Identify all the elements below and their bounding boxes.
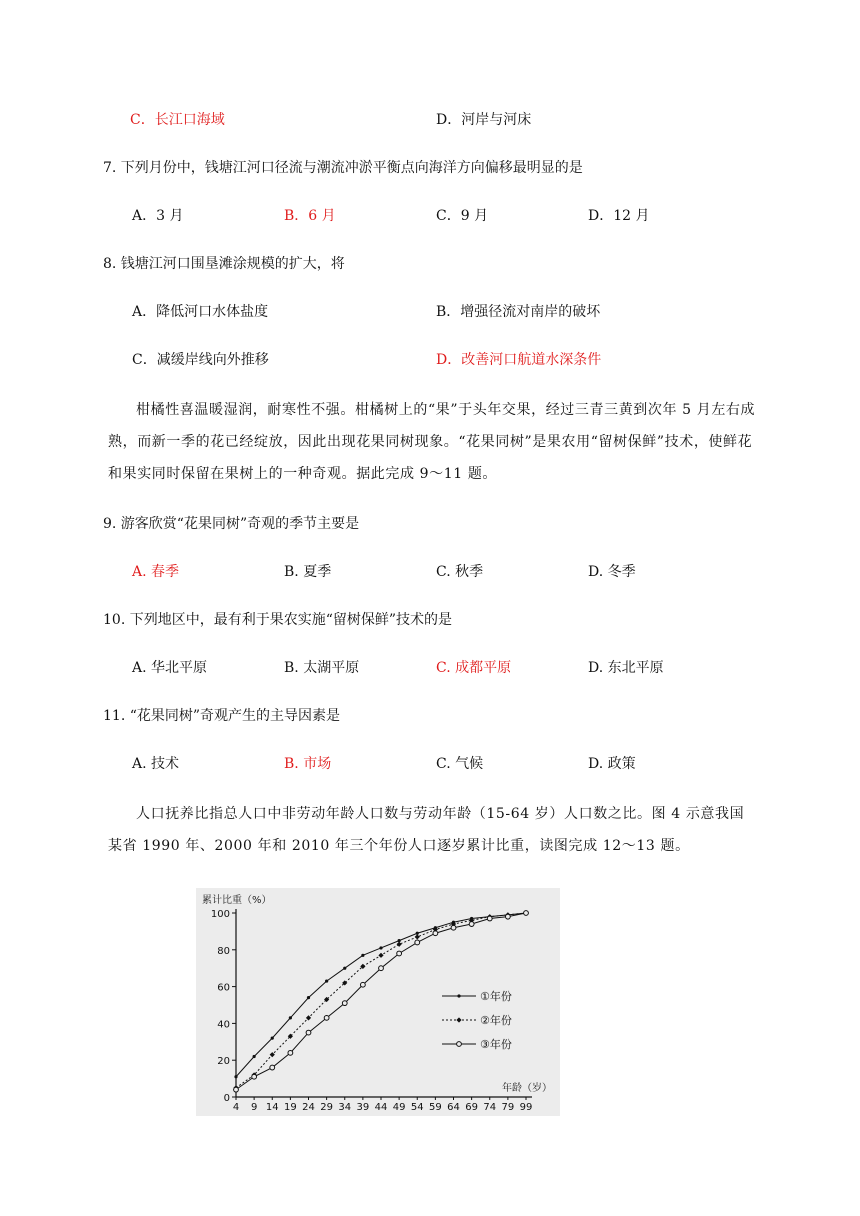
legend-label-3: ③年份 (480, 1038, 512, 1051)
series-3-point (433, 931, 438, 936)
q8-option-b: B．增强径流对南岸的破坏 (436, 304, 601, 320)
q7-option-c: C．9 月 (436, 208, 489, 224)
series-3-point (469, 922, 474, 927)
q8-option-d: D．改善河口航道水深条件 (436, 352, 602, 368)
q11-option-a: A. 技术 (132, 756, 180, 772)
q10-option-b: B. 太湖平原 (284, 660, 360, 676)
q8-option-c: C．减缓岸线向外推移 (132, 352, 269, 368)
series-3-point (451, 925, 456, 930)
y-tick-label: 0 (223, 1093, 230, 1104)
y-tick-label: 100 (210, 909, 230, 920)
q9-option-d: D. 冬季 (588, 564, 636, 580)
series-1-point (343, 967, 346, 970)
q11-option-d: D. 政策 (588, 756, 636, 772)
q10-option-d: D. 东北平原 (588, 660, 664, 676)
x-tick-label: 24 (302, 1102, 315, 1113)
series-3-point (234, 1087, 239, 1092)
q8-option-a: A．降低河口水体盐度 (132, 304, 269, 320)
q6-option-c: C．长江口海域 (130, 112, 225, 128)
series-3-point (252, 1074, 257, 1079)
series-1-point (234, 1075, 237, 1078)
series-2-point (306, 1015, 311, 1020)
series-1-point (325, 979, 328, 982)
series-3-point (270, 1065, 275, 1070)
legend-label-1: ①年份 (480, 990, 512, 1003)
series-2-point (270, 1052, 275, 1057)
q7-option-b: B．6 月 (284, 208, 336, 224)
q11-stem: 11. “花果同树”奇观产生的主导因素是 (103, 708, 341, 724)
series-3-point (342, 1001, 347, 1006)
x-tick-label: 49 (392, 1102, 406, 1113)
q7-option-a: A．3 月 (132, 208, 184, 224)
x-tick-label: 39 (356, 1102, 370, 1113)
q9-option-b: B. 夏季 (284, 564, 332, 580)
x-tick-label: 14 (265, 1102, 279, 1113)
x-tick-label: 44 (374, 1102, 388, 1113)
x-tick-label: 59 (429, 1102, 442, 1113)
series-1-point (379, 946, 382, 949)
legend-label-2: ②年份 (480, 1014, 512, 1027)
series-3-point (415, 940, 420, 945)
q10-option-a: A. 华北平原 (132, 660, 208, 676)
q7-stem: 7. 下列月份中，钱塘江河口径流与潮流冲淤平衡点向海洋方向偏移最明显的是 (103, 160, 583, 176)
series-3-point (524, 911, 529, 916)
x-tick-label: 99 (519, 1102, 533, 1113)
cumulative-population-chart (196, 888, 560, 1116)
q6-option-d: D．河岸与河床 (436, 112, 532, 128)
q11-option-c: C. 气候 (436, 756, 484, 772)
y-axis-label: 累计比重（%） (202, 895, 272, 906)
series-3-point (324, 1015, 329, 1020)
legend-marker (457, 994, 460, 997)
series-2-point (378, 953, 383, 958)
series-1-point (271, 1037, 274, 1040)
q8-stem: 8. 钱塘江河口围垦滩涂规模的扩大，将 (103, 256, 345, 272)
series-1-point (307, 996, 310, 999)
y-tick-label: 60 (217, 982, 230, 994)
series-3-point (379, 966, 384, 971)
x-tick-label: 19 (284, 1102, 297, 1113)
legend-marker (457, 1042, 462, 1047)
x-tick-label: 74 (483, 1102, 497, 1113)
x-tick-label: 69 (465, 1102, 478, 1113)
x-tick-label: 4 (232, 1102, 240, 1113)
q9-stem: 9. 游客欣赏“花果同树”奇观的季节主要是 (103, 516, 360, 532)
x-tick-label: 54 (410, 1102, 424, 1113)
x-tick-label: 79 (501, 1102, 515, 1113)
x-axis-label: 年龄（岁） (502, 1083, 552, 1094)
q9-option-c: C. 秋季 (436, 564, 484, 580)
q10-stem: 10. 下列地区中，最有利于果农实施“留树保鲜”技术的是 (103, 612, 453, 628)
q10-option-c: C. 成都平原 (436, 660, 512, 676)
y-tick-label: 20 (217, 1056, 230, 1068)
q11-option-b: B. 市场 (284, 756, 332, 772)
legend-marker (456, 1017, 461, 1022)
series-3-point (505, 914, 510, 919)
series-1-point (253, 1055, 256, 1058)
series-2-point (415, 934, 420, 939)
series-3-point (360, 982, 365, 987)
series-3-point (288, 1050, 293, 1055)
series-1-point (289, 1016, 292, 1019)
x-tick-label: 29 (320, 1102, 333, 1113)
passage-citrus: 柑橘性喜温暖湿润，耐寒性不强。柑橘树上的“果”于头年交果，经过三青三黄到次年 5 月左右成熟，而新一季的花已经绽放，因此出现花果同树现象。“花果同树”是果农用“留树保鲜”技术，使鲜花和果实同时保留在果树上的一种奇观。据此完成 9～11 题。 (108, 402, 756, 482)
y-tick-label: 40 (217, 1019, 230, 1031)
series-1-point (361, 954, 364, 957)
series-3-point (487, 916, 492, 921)
q7-option-d: D．12 月 (588, 208, 650, 224)
series-3-point (397, 951, 402, 956)
x-tick-label: 9 (250, 1102, 258, 1113)
chart-svg (196, 888, 560, 1116)
q9-option-a: A. 春季 (132, 564, 180, 580)
series-2-point (397, 942, 402, 947)
x-tick-label: 64 (447, 1102, 460, 1113)
y-tick-label: 80 (217, 945, 230, 957)
series-3-point (306, 1030, 311, 1035)
passage-dependency-ratio: 人口抚养比指总人口中非劳动年龄人口数与劳动年龄（15-64 岁）人口数之比。图 4 示意我国某省 1990 年、2000 年和 2010 年三个年份人口逐岁累计比重，读图完成 12～13 题。 (108, 806, 745, 854)
x-tick-label: 34 (338, 1102, 352, 1113)
